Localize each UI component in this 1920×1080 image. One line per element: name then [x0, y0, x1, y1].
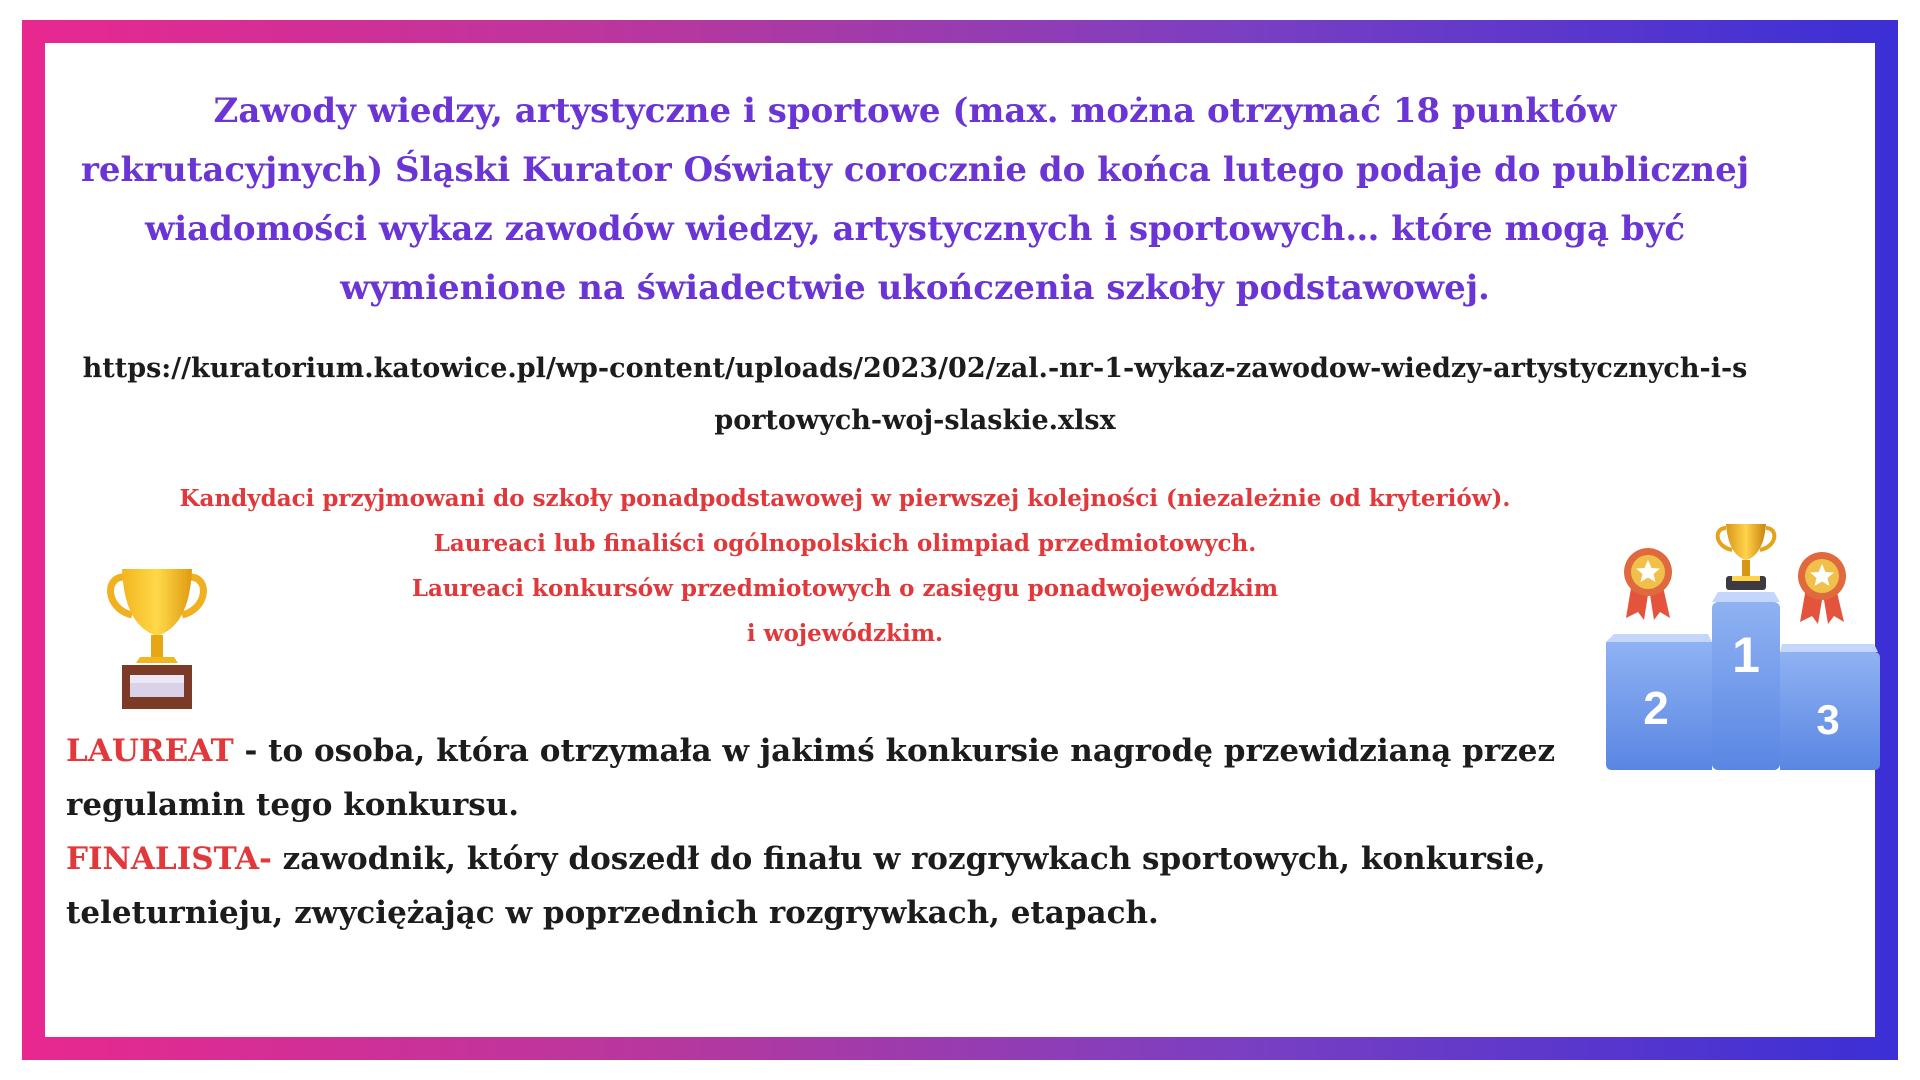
laureat-term: LAUREAT: [66, 733, 234, 769]
headline: Zawody wiedzy, artystyczne i sportowe (max. można otrzymać 18 punktów rekrutacyjnych) Śląski Kurator Oświaty corocznie do końca lutego podaje do publicznej wiadomości wykaz zawodów wiedzy, artystycznych i sportowych… które mogą być wymienione na świadectwie ukończenia szkoły podstawowej.: [80, 91, 1750, 308]
source-url: https://kuratorium.katowice.pl/wp-content/uploads/2023/02/zal.-nr-1-wykaz-zawodow-wiedzy-artystycznych-i-sportowych-woj-slaskie.xlsx: [82, 353, 1748, 436]
podium-illustration: [1592, 522, 1882, 772]
admission-criteria: [80, 476, 1610, 656]
medal-icon: [1624, 548, 1672, 620]
finalista-term: FINALISTA-: [66, 841, 272, 877]
podium-number-1: 1: [1732, 627, 1760, 683]
laureat-definition: [66, 724, 1596, 832]
criteria-line: Kandydaci przyjmowani do szkoły ponadpodstawowej w pierwszej kolejności (niezależnie od kryteriów).: [179, 485, 1511, 512]
gold-cup-icon: [1718, 524, 1775, 590]
criteria-line: i wojewódzkim.: [746, 620, 944, 647]
podium-top: [1712, 592, 1780, 602]
laureat-text: - to osoba, która otrzymała w jakimś konkursie nagrodę przewidzianą przez regulamin tego konkursu.: [66, 733, 1556, 823]
podium-number-3: 3: [1816, 696, 1840, 743]
finalista-definition: [66, 832, 1596, 940]
trophy-icon: [102, 563, 212, 713]
criteria-line: Laureaci lub finaliści ogólnopolskich olimpiad przedmiotowych.: [433, 530, 1257, 557]
finalista-text: zawodnik, który doszedł do finału w rozgrywkach sportowych, konkursie, teleturnieju, zwyciężając w poprzednich rozgrywkach, etapach.: [66, 841, 1546, 931]
medal-icon: [1798, 552, 1846, 624]
criteria-line: Laureaci konkursów przedmiotowych o zasięgu ponadwojewódzkim: [411, 575, 1279, 602]
podium-number-2: 2: [1643, 682, 1669, 734]
definitions: [66, 724, 1596, 940]
